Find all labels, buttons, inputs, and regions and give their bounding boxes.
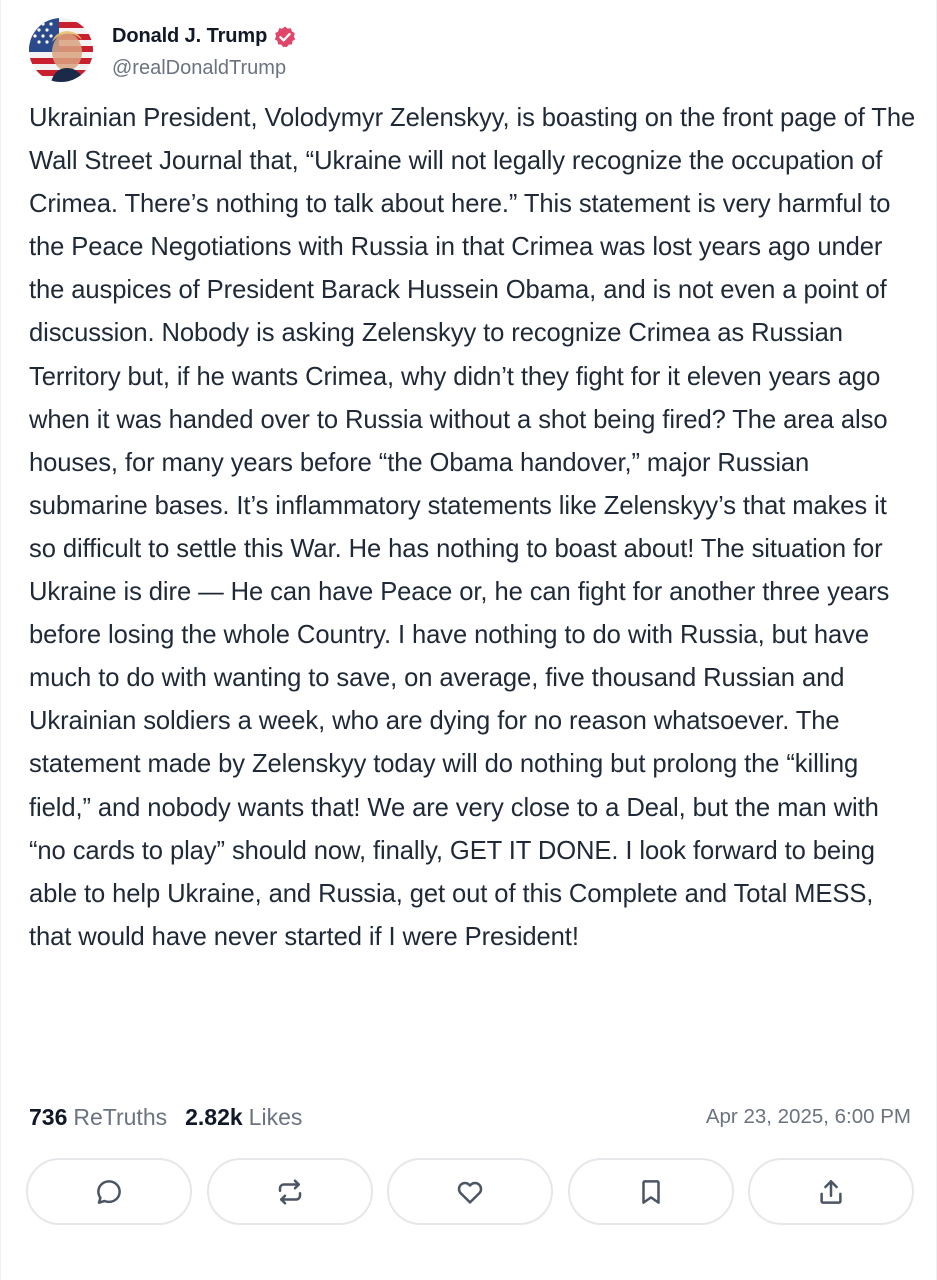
heart-icon — [455, 1177, 485, 1207]
post-body-text: Ukrainian President, Volodymyr Zelenskyy, is boasting on the front page of The Wall Street Journal that, “Ukraine will not legally recognize the occupation of Crimea. There’s nothing to talk about here.” This statement is very harmful to the Peace Negotiations with Russia in that Crimea was lost years ago under the auspices of President Barack Hussein Obama, and is not even a point of discussion. Nobody is asking Zelenskyy to recognize Crimea as Russian Territory but, if he wants Crimea, why didn’t they fight for it eleven years ago when it was handed over to Russia without a shot being fired? The area also houses, for many years before “the Obama handover,” major Russian submarine bases. It’s inflammatory statements like Zelenskyy’s that makes it so difficult to settle this War. He has nothing to boast about! The situation for Ukraine is dire — He can have Peace or, he can fight for another three years before losing the whole Country. I have nothing to do with Russia, but have much to do with wanting to save, on average, five thousand Russian and Ukrainian soldiers a week, who are dying for no reason whatsoever. The statement made by Zelenskyy today will do nothing but prolong the “killing field,” and nobody wants that! We are very close to a Deal, but the man with “no cards to play” should now, finally, GET IT DONE. I look forward to being able to help Ukraine, and Russia, get out of this Complete and Total MESS, that would have never started if I were President! — [29, 104, 923, 951]
likes-label: Likes — [248, 1103, 303, 1130]
author-names — [112, 21, 297, 80]
bookmark-button[interactable] — [568, 1158, 734, 1225]
verified-badge-icon — [273, 25, 297, 49]
post-stats — [29, 1100, 911, 1134]
like-button[interactable] — [387, 1158, 553, 1225]
bookmark-icon — [636, 1177, 666, 1207]
author-handle[interactable]: @realDonaldTrump — [112, 56, 287, 79]
likes-stat[interactable] — [185, 1104, 302, 1131]
retruths-count: 736 — [29, 1103, 68, 1130]
share-icon — [816, 1177, 846, 1207]
likes-count: 2.82k — [185, 1103, 243, 1130]
avatar[interactable] — [29, 18, 93, 82]
retruths-stat[interactable] — [29, 1104, 167, 1131]
retruth-arrows-icon — [275, 1177, 305, 1207]
retruth-button[interactable] — [207, 1158, 373, 1225]
reply-button[interactable] — [26, 1158, 192, 1225]
post-header — [29, 17, 297, 83]
action-bar — [26, 1158, 914, 1225]
post-timestamp[interactable]: Apr 23, 2025, 6:00 PM — [705, 1105, 911, 1128]
share-button[interactable] — [748, 1158, 914, 1225]
avatar-flag-portrait — [29, 18, 93, 82]
display-name[interactable]: Donald J. Trump — [112, 25, 268, 47]
retruths-label: ReTruths — [73, 1103, 168, 1130]
reply-bubble-icon — [94, 1177, 124, 1207]
display-name-row — [112, 21, 297, 53]
